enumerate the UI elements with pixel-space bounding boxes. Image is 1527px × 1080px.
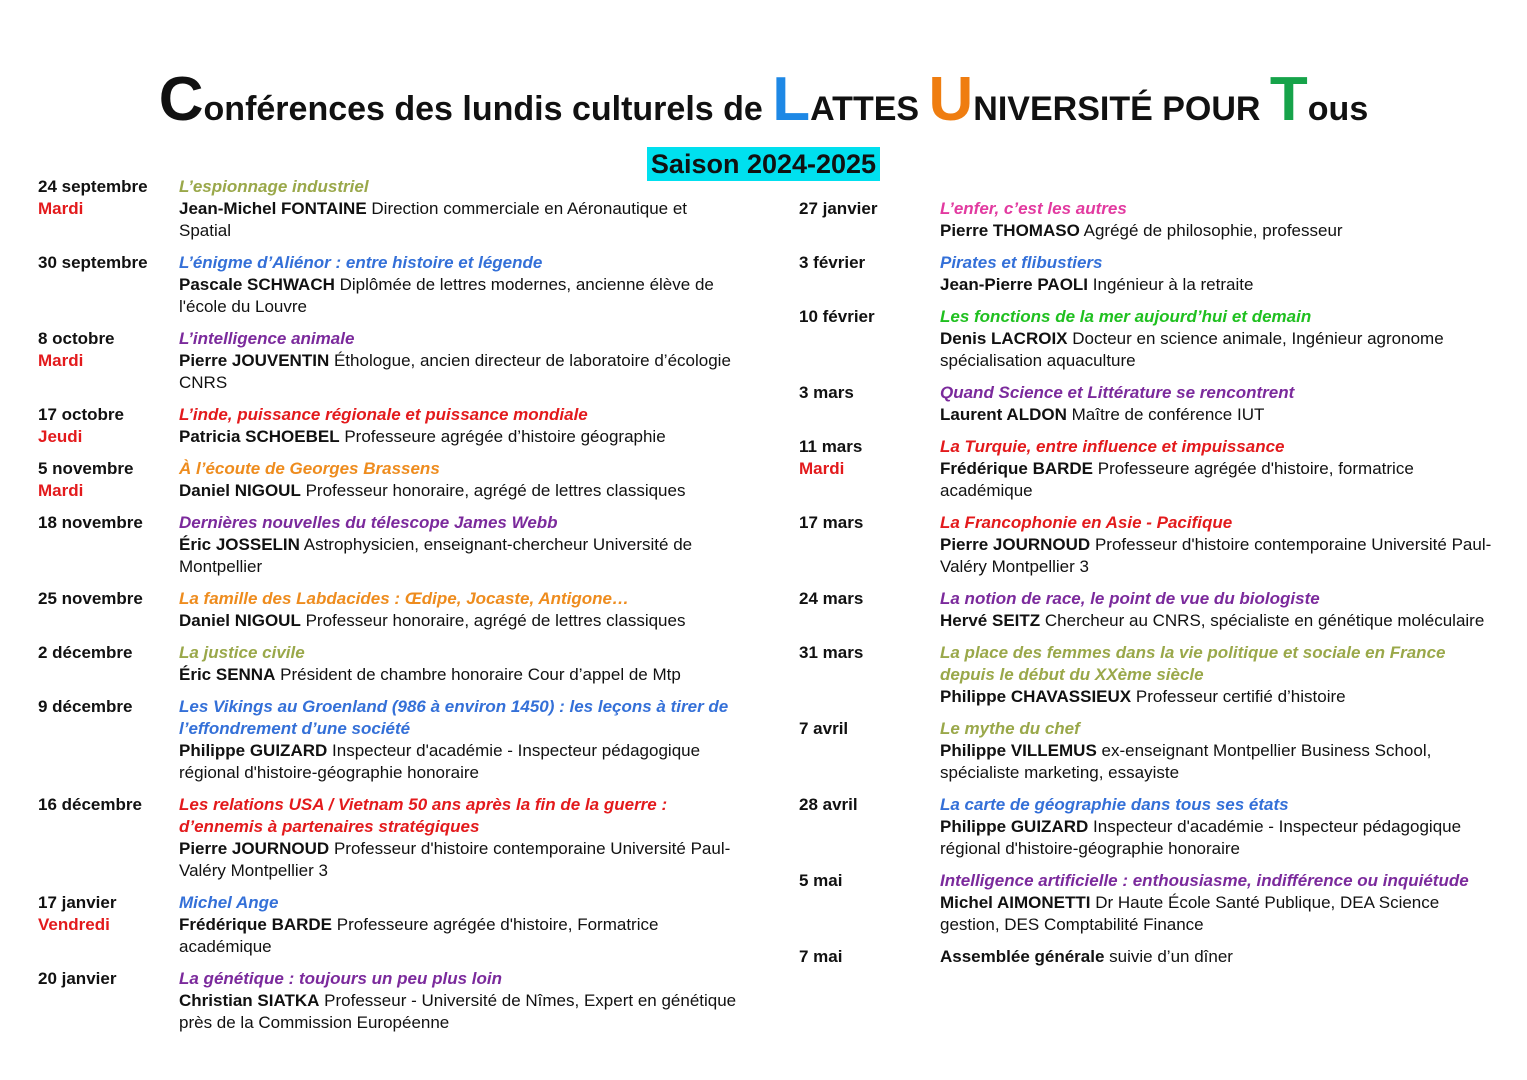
date-column (38, 794, 179, 882)
speaker-line (940, 946, 1499, 968)
title-part: NIVERSITÉ POUR (973, 90, 1270, 128)
entry-date: 9 décembre (38, 697, 133, 716)
date-column (38, 968, 179, 1034)
speaker-line (179, 664, 738, 686)
schedule-entry (38, 892, 738, 958)
speaker-details: Éthologue, ancien directeur de laboratoire d’écologie CNRS (179, 351, 731, 392)
entry-content (179, 512, 738, 578)
entry-date: 18 novembre (38, 513, 143, 532)
speaker-details: Inspecteur d'académie - Inspecteur pédagogique régional d'histoire-géographie honoraire (179, 741, 701, 782)
speaker-name: Philippe GUIZARD (179, 741, 328, 760)
conference-title: La Francophonie en Asie - Pacifique (940, 513, 1233, 532)
entry-content (940, 588, 1499, 632)
entry-weekday: Vendredi (38, 915, 110, 934)
date-column (38, 512, 179, 578)
conference-title: Le mythe du chef (940, 719, 1080, 738)
schedule-entry (799, 794, 1499, 860)
speaker-line (940, 274, 1499, 296)
entry-date: 28 avril (799, 795, 858, 814)
date-column (38, 892, 179, 958)
conference-title: La justice civile (179, 643, 305, 662)
speaker-line (179, 350, 738, 394)
schedule-entry (38, 458, 738, 502)
conference-title: À l’écoute de Georges Brassens (179, 459, 440, 478)
entry-date: 24 mars (799, 589, 864, 608)
schedule-entry (799, 252, 1499, 296)
speaker-line (940, 534, 1499, 578)
date-column (38, 458, 179, 502)
conference-title: L’enfer, c’est les autres (940, 199, 1127, 218)
speaker-name: Patricia SCHOEBEL (179, 427, 340, 446)
schedule-entry (38, 404, 738, 448)
entry-date: 24 septembre (38, 177, 148, 196)
speaker-name: Éric SENNA (179, 665, 276, 684)
left-schedule-column (38, 176, 738, 1044)
entry-date: 17 octobre (38, 405, 124, 424)
conference-title: Pirates et flibustiers (940, 253, 1103, 272)
entry-content (940, 870, 1499, 936)
speaker-name: Christian SIATKA (179, 991, 320, 1010)
entry-date: 3 février (799, 253, 866, 272)
date-column (799, 794, 940, 860)
date-column (799, 436, 940, 502)
title-part: L (772, 65, 811, 134)
conference-title: La famille des Labdacides : Œdipe, Jocaste, Antigone… (179, 589, 629, 608)
schedule-entry (799, 306, 1499, 372)
speaker-line (940, 892, 1499, 936)
entry-weekday: Jeudi (38, 427, 83, 446)
entry-content (179, 642, 738, 686)
entry-date: 5 mai (799, 871, 843, 890)
entry-content (940, 512, 1499, 578)
speaker-details: Maître de conférence IUT (1071, 405, 1265, 424)
entry-date: 17 mars (799, 513, 864, 532)
entry-date: 3 mars (799, 383, 854, 402)
entry-content (940, 718, 1499, 784)
schedule-entry (799, 588, 1499, 632)
speaker-line (179, 274, 738, 318)
entry-date: 30 septembre (38, 253, 148, 272)
date-column (799, 718, 940, 784)
title-part: ATTES (810, 90, 929, 128)
entry-content (940, 306, 1499, 372)
entry-content (940, 252, 1499, 296)
speaker-line (179, 480, 738, 502)
conference-title: L’espionnage industriel (179, 177, 369, 196)
entry-content (179, 458, 738, 502)
title-part: T (1269, 65, 1308, 134)
schedule-entry (38, 176, 738, 242)
schedule-entry (799, 382, 1499, 426)
schedule-entry (38, 642, 738, 686)
date-column (799, 512, 940, 578)
schedule-entry (38, 328, 738, 394)
conference-title: L’intelligence animale (179, 329, 355, 348)
date-column (799, 252, 940, 296)
speaker-details: Agrégé de philosophie, professeur (1083, 221, 1343, 240)
conference-title: La notion de race, le point de vue du biologiste (940, 589, 1320, 608)
conference-title: Les relations USA / Vietnam 50 ans après la fin de la guerre : d’ennemis à partenaires stratégiques (179, 795, 668, 836)
entry-date: 20 janvier (38, 969, 117, 988)
title-part: U (928, 65, 974, 134)
conference-title: La Turquie, entre influence et impuissance (940, 437, 1285, 456)
entry-date: 17 janvier (38, 893, 117, 912)
conference-title: Les fonctions de la mer aujourd’hui et demain (940, 307, 1312, 326)
entry-content (940, 946, 1499, 968)
schedule-entry (799, 718, 1499, 784)
conference-title: L’énigme d’Aliénor : entre histoire et légende (179, 253, 543, 272)
conference-title: Intelligence artificielle : enthousiasme, indifférence ou inquiétude (940, 871, 1469, 890)
date-column (799, 870, 940, 936)
schedule-entry (38, 794, 738, 882)
speaker-name: Jean-Michel FONTAINE (179, 199, 367, 218)
speaker-details: Professeur d'histoire contemporaine Université Paul-Valéry Montpellier 3 (940, 535, 1492, 576)
speaker-details: Professeur - Université de Nîmes, Expert en génétique près de la Commission Européenne (179, 991, 737, 1032)
speaker-details: Ingénieur à la retraite (1092, 275, 1254, 294)
speaker-line (940, 610, 1499, 632)
speaker-name: Pascale SCHWACH (179, 275, 335, 294)
schedule-entry (799, 642, 1499, 708)
speaker-line (179, 534, 738, 578)
entry-content (179, 892, 738, 958)
entry-date: 8 octobre (38, 329, 115, 348)
speaker-name: Philippe CHAVASSIEUX (940, 687, 1132, 706)
entry-content (940, 198, 1499, 242)
title-part: C (158, 65, 204, 134)
entry-content (940, 436, 1499, 502)
speaker-details: ex-enseignant Montpellier Business School, spécialiste marketing, essayiste (940, 741, 1432, 782)
speaker-name: Éric JOSSELIN (179, 535, 300, 554)
speaker-name: Laurent ALDON (940, 405, 1067, 424)
date-column (38, 404, 179, 448)
entry-date: 27 janvier (799, 199, 878, 218)
conference-title: Les Vikings au Groenland (986 à environ 1450) : les leçons à tirer de l’effondrement d’une société (179, 697, 729, 738)
title-part: ous (1307, 90, 1369, 128)
speaker-details: Président de chambre honoraire Cour d’appel de Mtp (280, 665, 681, 684)
speaker-name: Philippe GUIZARD (940, 817, 1089, 836)
speaker-name: Hervé SEITZ (940, 611, 1041, 630)
date-column (799, 382, 940, 426)
speaker-line (940, 220, 1499, 242)
speaker-details: Professeur certifié d’histoire (1135, 687, 1346, 706)
date-column (799, 306, 940, 372)
speaker-name: Frédérique BARDE (179, 915, 333, 934)
date-column (38, 642, 179, 686)
speaker-name: Pierre JOUVENTIN (179, 351, 330, 370)
entry-content (179, 588, 738, 632)
schedule-entry (799, 198, 1499, 242)
speaker-name: Assemblée générale (940, 947, 1105, 966)
entry-content (179, 328, 738, 394)
right-schedule-column (799, 198, 1499, 978)
speaker-details: Professeure agrégée d'histoire, formatrice académique (940, 459, 1414, 500)
conference-title: Dernières nouvelles du télescope James Webb (179, 513, 558, 532)
speaker-details: Diplômée de lettres modernes, ancienne élève de l'école du Louvre (179, 275, 714, 316)
speaker-line (940, 816, 1499, 860)
entry-date: 7 avril (799, 719, 849, 738)
speaker-line (179, 426, 738, 448)
speaker-line (940, 740, 1499, 784)
speaker-details: Docteur en science animale, Ingénieur agronome spécialisation aquaculture (940, 329, 1444, 370)
entry-date: 25 novembre (38, 589, 143, 608)
schedule-entry (799, 512, 1499, 578)
schedule-entry (38, 696, 738, 784)
entry-content (179, 696, 738, 784)
entry-content (940, 642, 1499, 708)
date-column (38, 328, 179, 394)
conference-title: L’inde, puissance régionale et puissance mondiale (179, 405, 588, 424)
speaker-line (179, 990, 738, 1034)
entry-date: 10 février (799, 307, 875, 326)
conference-title: La génétique : toujours un peu plus loin (179, 969, 502, 988)
speaker-line (179, 914, 738, 958)
entry-date: 2 décembre (38, 643, 133, 662)
conference-title: La carte de géographie dans tous ses états (940, 795, 1289, 814)
speaker-name: Daniel NIGOUL (179, 611, 301, 630)
entry-date: 7 mai (799, 947, 843, 966)
speaker-line (179, 610, 738, 632)
speaker-details: suivie d’un dîner (1109, 947, 1233, 966)
entry-content (179, 404, 738, 448)
schedule-entry (799, 870, 1499, 936)
page-title (0, 64, 1527, 145)
speaker-line (940, 686, 1499, 708)
date-column (38, 588, 179, 632)
speaker-name: Pierre JOURNOUD (940, 535, 1091, 554)
speaker-name: Frédérique BARDE (940, 459, 1094, 478)
season-badge: Saison 2024-2025 (647, 147, 880, 181)
conference-title: La place des femmes dans la vie politique et sociale en France depuis le début du XXème siècle (940, 643, 1446, 684)
entry-content (179, 176, 738, 242)
speaker-details: Inspecteur d'académie - Inspecteur pédagogique régional d'histoire-géographie honoraire (940, 817, 1462, 858)
entry-weekday: Mardi (38, 351, 84, 370)
date-column (799, 588, 940, 632)
title-part: onférences des lundis culturels de (203, 90, 773, 128)
entry-weekday: Mardi (799, 459, 845, 478)
conference-title: Michel Ange (179, 893, 279, 912)
schedule-entry (799, 436, 1499, 502)
speaker-line (940, 328, 1499, 372)
speaker-details: Dr Haute École Santé Publique, DEA Science gestion, DES Comptabilité Finance (940, 893, 1440, 934)
conference-title: Quand Science et Littérature se rencontrent (940, 383, 1295, 402)
speaker-line (179, 740, 738, 784)
entry-content (179, 794, 738, 882)
schedule-entry (38, 968, 738, 1034)
date-column (799, 198, 940, 242)
entry-content (940, 794, 1499, 860)
schedule-entry (38, 252, 738, 318)
entry-weekday: Mardi (38, 199, 84, 218)
speaker-line (179, 838, 738, 882)
speaker-name: Pierre THOMASO (940, 221, 1080, 240)
speaker-name: Philippe VILLEMUS (940, 741, 1097, 760)
speaker-name: Jean-Pierre PAOLI (940, 275, 1089, 294)
date-column (38, 252, 179, 318)
entry-content (179, 968, 738, 1034)
header (0, 64, 1527, 181)
schedule-entry (38, 512, 738, 578)
entry-content (179, 252, 738, 318)
speaker-details: Chercheur au CNRS, spécialiste en génétique moléculaire (1044, 611, 1485, 630)
entry-weekday: Mardi (38, 481, 84, 500)
date-column (38, 176, 179, 242)
entry-date: 5 novembre (38, 459, 134, 478)
speaker-details: Professeure agrégée d’histoire géographie (344, 427, 666, 446)
schedule-entry (38, 588, 738, 632)
date-column (799, 642, 940, 708)
schedule-entry (799, 946, 1499, 968)
speaker-name: Daniel NIGOUL (179, 481, 301, 500)
speaker-details: Professeur d'histoire contemporaine Université Paul-Valéry Montpellier 3 (179, 839, 731, 880)
entry-date: 11 mars (799, 437, 863, 456)
date-column (38, 696, 179, 784)
speaker-line (940, 404, 1499, 426)
date-column (799, 946, 940, 968)
speaker-details: Astrophysicien, enseignant-chercheur Université de Montpellier (179, 535, 693, 576)
speaker-details: Professeure agrégée d'histoire, Formatrice académique (179, 915, 659, 956)
entry-date: 31 mars (799, 643, 864, 662)
entry-date: 16 décembre (38, 795, 142, 814)
speaker-name: Pierre JOURNOUD (179, 839, 330, 858)
entry-content (940, 382, 1499, 426)
speaker-line (940, 458, 1499, 502)
speaker-details: Professeur honoraire, agrégé de lettres classiques (305, 481, 686, 500)
speaker-name: Michel AIMONETTI (940, 893, 1091, 912)
speaker-name: Denis LACROIX (940, 329, 1068, 348)
speaker-line (179, 198, 738, 242)
speaker-details: Direction commerciale en Aéronautique et Spatial (179, 199, 688, 240)
speaker-details: Professeur honoraire, agrégé de lettres classiques (305, 611, 686, 630)
